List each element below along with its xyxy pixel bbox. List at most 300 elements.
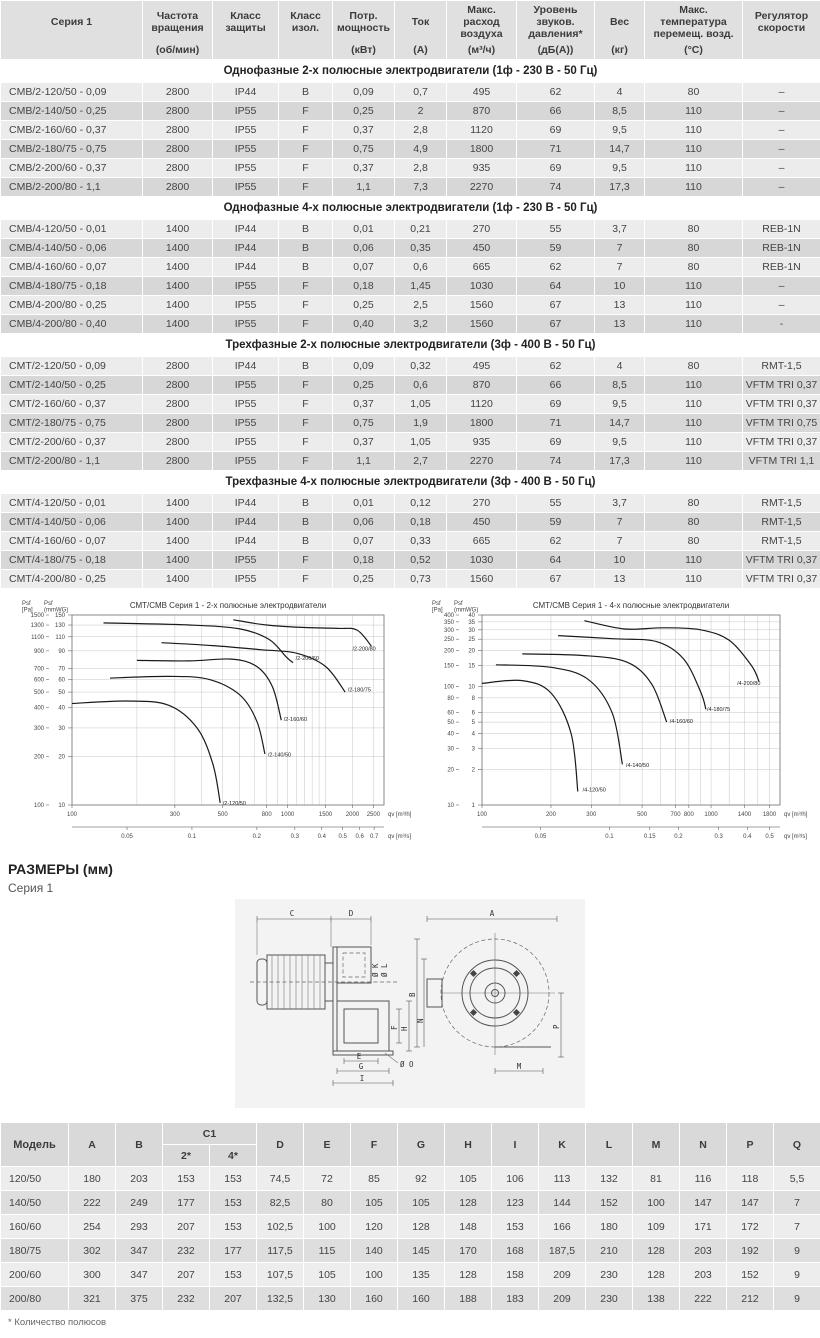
y-tick-pa: 10 — [447, 803, 454, 809]
x-tick-m3h: 800 — [684, 812, 695, 818]
y-tick-mmwg: 3 — [472, 746, 476, 752]
value-cell: 10 — [595, 551, 645, 570]
spec-header-cell — [333, 1, 395, 60]
spec-row — [1, 357, 820, 376]
value-cell: 147 — [680, 1191, 727, 1215]
value-cell: 232 — [163, 1239, 210, 1263]
spec-row — [1, 239, 820, 258]
y-tick-mmwg: 4 — [472, 732, 476, 738]
x-tick-m3s: 0.4 — [318, 834, 327, 840]
value-cell: F — [279, 315, 333, 334]
dim-header-cell: K — [539, 1123, 586, 1167]
dim-header-cell: N — [680, 1123, 727, 1167]
value-cell: 1030 — [447, 277, 517, 296]
value-cell: 935 — [447, 159, 517, 178]
value-cell: 2800 — [143, 414, 213, 433]
value-cell: B — [279, 532, 333, 551]
value-cell: IP44 — [213, 357, 279, 376]
value-cell: 0,35 — [395, 239, 447, 258]
value-cell: 1,1 — [333, 178, 395, 197]
value-cell: 0,09 — [333, 357, 395, 376]
value-cell: 2 — [395, 102, 447, 121]
value-cell: 4 — [595, 83, 645, 102]
y-tick-mmwg: 110 — [55, 635, 65, 641]
y-tick-pa: 20 — [447, 767, 454, 773]
value-cell: 132 — [586, 1167, 633, 1191]
value-cell: 59 — [517, 239, 595, 258]
dim-label-OK: Ø K — [371, 963, 380, 977]
value-cell: IP55 — [213, 376, 279, 395]
dimensions-heading: РАЗМЕРЫ (мм) — [8, 861, 820, 877]
spec-row — [1, 494, 820, 513]
value-cell: VFTM TRI 1,1 — [743, 452, 820, 471]
value-cell: IP44 — [213, 532, 279, 551]
model-cell: 160/60 — [1, 1215, 69, 1239]
value-cell: F — [279, 140, 333, 159]
value-cell: F — [279, 121, 333, 140]
value-cell: RMT-1,5 — [743, 513, 820, 532]
y-axis-unit: (mmWG) — [44, 608, 68, 614]
value-cell: 0,07 — [333, 258, 395, 277]
value-cell: 14,7 — [595, 414, 645, 433]
dim-label-E: E — [357, 1052, 362, 1061]
x-tick-m3h: 500 — [218, 812, 229, 818]
value-cell: 1400 — [143, 315, 213, 334]
spec-header-cell — [395, 1, 447, 60]
dim-label-P: P — [552, 1024, 561, 1029]
value-cell: 158 — [492, 1263, 539, 1287]
y-tick-pa: 30 — [447, 746, 454, 752]
y-tick-mmwg: 60 — [58, 677, 65, 683]
model-cell: CMT/2-160/60 - 0,37 — [1, 395, 143, 414]
value-cell: 495 — [447, 357, 517, 376]
value-cell: REB-1N — [743, 258, 820, 277]
model-cell: CMB/2-200/60 - 0,37 — [1, 159, 143, 178]
value-cell: VFTM TRI 0,37 — [743, 433, 820, 452]
value-cell: VFTM TRI 0,75 — [743, 414, 820, 433]
x-tick-m3h: 2000 — [346, 812, 360, 818]
value-cell: 138 — [633, 1287, 680, 1311]
x-tick-m3s: 0.3 — [291, 834, 300, 840]
value-cell: IP55 — [213, 277, 279, 296]
value-cell: 81 — [633, 1167, 680, 1191]
y-tick-mmwg: 30 — [58, 726, 65, 732]
x-tick-m3h: 500 — [637, 812, 648, 818]
value-cell: F — [279, 551, 333, 570]
model-cell: 120/50 — [1, 1167, 69, 1191]
value-cell: IP55 — [213, 121, 279, 140]
fan-curves-chart-4pole — [428, 599, 816, 845]
value-cell: 110 — [645, 140, 743, 159]
value-cell: 67 — [517, 570, 595, 589]
dim-row — [1, 1287, 820, 1311]
value-cell: 71 — [517, 414, 595, 433]
x-axis-unit-m3h: qv [m³/h] — [784, 812, 808, 818]
value-cell: 13 — [595, 296, 645, 315]
y-tick-pa: 350 — [444, 620, 455, 626]
value-cell: 110 — [645, 452, 743, 471]
value-cell: 62 — [517, 532, 595, 551]
value-cell: IP55 — [213, 178, 279, 197]
value-cell: 0,01 — [333, 220, 395, 239]
value-cell: 249 — [116, 1191, 163, 1215]
value-cell: 107,5 — [257, 1263, 304, 1287]
dim-header-cell: D — [257, 1123, 304, 1167]
value-cell: 72 — [304, 1167, 351, 1191]
model-cell: CMT/2-140/50 - 0,25 — [1, 376, 143, 395]
value-cell: 7 — [774, 1191, 820, 1215]
value-cell: 62 — [517, 83, 595, 102]
dim-label-G: G — [359, 1062, 364, 1071]
value-cell: 1400 — [143, 513, 213, 532]
value-cell: 9,5 — [595, 395, 645, 414]
value-cell: – — [743, 83, 820, 102]
value-cell: 160 — [398, 1287, 445, 1311]
value-cell: 207 — [210, 1287, 257, 1311]
header-unit — [215, 43, 276, 59]
value-cell: 69 — [517, 121, 595, 140]
value-cell: 120 — [351, 1215, 398, 1239]
value-cell: 152 — [727, 1263, 774, 1287]
y-tick-pa: 100 — [444, 684, 455, 690]
x-tick-m3h: 700 — [671, 812, 682, 818]
value-cell: 302 — [69, 1239, 116, 1263]
value-cell: 9 — [774, 1263, 820, 1287]
x-tick-m3h: 1000 — [281, 812, 295, 818]
model-cell: CMT/2-180/75 - 0,75 — [1, 414, 143, 433]
value-cell: 13 — [595, 570, 645, 589]
value-cell: REB-1N — [743, 239, 820, 258]
value-cell: IP55 — [213, 414, 279, 433]
model-cell: CMT/2-200/60 - 0,37 — [1, 433, 143, 452]
value-cell: 1400 — [143, 258, 213, 277]
spec-header-cell — [213, 1, 279, 60]
spec-row — [1, 159, 820, 178]
dim-header-row-1 — [1, 1123, 820, 1145]
y-axis-unit: Psf — [22, 601, 31, 607]
y-tick-mmwg: 35 — [468, 620, 475, 626]
header-unit: (м³/ч) — [449, 43, 514, 59]
value-cell: 935 — [447, 433, 517, 452]
value-cell: RMT-1,5 — [743, 532, 820, 551]
x-tick-m3h: 1000 — [704, 812, 718, 818]
value-cell: 128 — [445, 1263, 492, 1287]
x-tick-m3h: 300 — [170, 812, 181, 818]
mounting-plate — [333, 947, 337, 1051]
value-cell: 80 — [645, 83, 743, 102]
value-cell: 0,52 — [395, 551, 447, 570]
value-cell: 7 — [774, 1215, 820, 1239]
y-tick-pa: 200 — [34, 754, 45, 760]
value-cell: 0,09 — [333, 83, 395, 102]
value-cell: 17,3 — [595, 452, 645, 471]
y-tick-mmwg: 6 — [472, 711, 476, 717]
value-cell: 375 — [116, 1287, 163, 1311]
header-unit — [745, 43, 818, 59]
dim-label-F: F — [390, 1025, 399, 1030]
spec-table — [0, 0, 820, 589]
value-cell: 0,40 — [333, 315, 395, 334]
value-cell: 1,1 — [333, 452, 395, 471]
model-cell: CMT/4-200/80 - 0,25 — [1, 570, 143, 589]
value-cell: 2270 — [447, 178, 517, 197]
value-cell: IP55 — [213, 395, 279, 414]
spec-row — [1, 258, 820, 277]
y-axis-unit: Psf — [454, 601, 463, 607]
x-tick-m3h: 100 — [67, 812, 78, 818]
section-title-row — [1, 60, 820, 83]
value-cell: 209 — [539, 1287, 586, 1311]
header-unit: (об/мин) — [145, 43, 210, 59]
value-cell: F — [279, 395, 333, 414]
value-cell: 1120 — [447, 395, 517, 414]
y-tick-pa: 50 — [447, 720, 454, 726]
value-cell: 212 — [727, 1287, 774, 1311]
value-cell: 2800 — [143, 395, 213, 414]
model-cell: CMT/4-160/60 - 0,07 — [1, 532, 143, 551]
value-cell: – — [743, 178, 820, 197]
value-cell: B — [279, 494, 333, 513]
model-cell: 140/50 — [1, 1191, 69, 1215]
dim-row — [1, 1215, 820, 1239]
curve-label: /2-200/80 — [352, 646, 375, 652]
value-cell: 172 — [727, 1215, 774, 1239]
curve-label: /4-180/75 — [707, 707, 730, 713]
spec-header-cell — [645, 1, 743, 60]
y-tick-mmwg: 50 — [58, 690, 65, 696]
value-cell: 17,3 — [595, 178, 645, 197]
dim-header-cell: L — [586, 1123, 633, 1167]
value-cell: 160 — [351, 1287, 398, 1311]
value-cell: 9,5 — [595, 121, 645, 140]
value-cell: 64 — [517, 277, 595, 296]
value-cell: 1400 — [143, 494, 213, 513]
charts-row — [0, 589, 820, 845]
spec-row — [1, 570, 820, 589]
dim-row — [1, 1167, 820, 1191]
spec-row — [1, 376, 820, 395]
value-cell: 110 — [645, 159, 743, 178]
value-cell: IP44 — [213, 513, 279, 532]
value-cell: 3,2 — [395, 315, 447, 334]
dim-row — [1, 1263, 820, 1287]
curve-label: /2-160/60 — [284, 717, 307, 723]
value-cell: 130 — [304, 1287, 351, 1311]
value-cell: 1,9 — [395, 414, 447, 433]
value-cell: B — [279, 258, 333, 277]
spec-header-cell — [743, 1, 820, 60]
value-cell: 665 — [447, 258, 517, 277]
chart-title: СМТ/СМВ Серия 1 - 2-х полюсные электродвигатели — [130, 601, 326, 610]
value-cell: 1400 — [143, 570, 213, 589]
y-tick-mmwg: 25 — [468, 637, 475, 643]
model-cell: CMB/4-140/50 - 0,06 — [1, 239, 143, 258]
value-cell: IP55 — [213, 570, 279, 589]
value-cell: 270 — [447, 494, 517, 513]
value-cell: 203 — [116, 1167, 163, 1191]
x-tick-m3s: 0.4 — [743, 834, 752, 840]
curve-label: /4-120/50 — [583, 787, 606, 793]
value-cell: 1400 — [143, 277, 213, 296]
header-unit — [3, 43, 140, 59]
value-cell: 110 — [645, 315, 743, 334]
value-cell: 100 — [633, 1191, 680, 1215]
value-cell: 1,45 — [395, 277, 447, 296]
dim-label-B: B — [408, 992, 417, 997]
value-cell: 0,01 — [333, 494, 395, 513]
value-cell: 2,5 — [395, 296, 447, 315]
model-cell: CMB/4-200/80 - 0,25 — [1, 296, 143, 315]
header-title: Макс. расход воздуха — [449, 1, 514, 43]
value-cell: 1800 — [447, 140, 517, 159]
value-cell: RMT-1,5 — [743, 494, 820, 513]
value-cell: 1400 — [143, 551, 213, 570]
value-cell: 113 — [539, 1167, 586, 1191]
value-cell: 110 — [645, 277, 743, 296]
x-tick-m3s: 0.05 — [121, 834, 133, 840]
value-cell: IP55 — [213, 551, 279, 570]
dim-header-cell: H — [445, 1123, 492, 1167]
value-cell: 67 — [517, 296, 595, 315]
value-cell: 9 — [774, 1239, 820, 1263]
fan-curves-chart-2pole — [18, 599, 420, 845]
value-cell: IP44 — [213, 239, 279, 258]
y-tick-mmwg: 1 — [472, 803, 476, 809]
spec-row — [1, 83, 820, 102]
value-cell: F — [279, 159, 333, 178]
value-cell: 0,75 — [333, 140, 395, 159]
spec-header-cell — [595, 1, 645, 60]
value-cell: 230 — [586, 1287, 633, 1311]
value-cell: 168 — [492, 1239, 539, 1263]
x-tick-m3h: 1800 — [763, 812, 777, 818]
value-cell: 180 — [586, 1215, 633, 1239]
value-cell: 153 — [492, 1215, 539, 1239]
x-tick-m3s: 0.5 — [338, 834, 347, 840]
x-tick-m3s: 0.2 — [253, 834, 262, 840]
header-unit: (кВт) — [335, 43, 392, 59]
spec-row — [1, 277, 820, 296]
dim-header-cell: P — [727, 1123, 774, 1167]
value-cell: 166 — [539, 1215, 586, 1239]
model-cell: 180/75 — [1, 1239, 69, 1263]
chart-title: СМТ/СМВ Серия 1 - 4-х полюсные электродвигатели — [533, 601, 729, 610]
value-cell: 144 — [539, 1191, 586, 1215]
value-cell: 1030 — [447, 551, 517, 570]
value-cell: 2,8 — [395, 121, 447, 140]
value-cell: IP44 — [213, 83, 279, 102]
spec-row — [1, 315, 820, 334]
value-cell: IP44 — [213, 220, 279, 239]
x-tick-m3h: 2500 — [367, 812, 381, 818]
technical-drawing — [245, 905, 575, 1097]
value-cell: 0,7 — [395, 83, 447, 102]
value-cell: 0,6 — [395, 258, 447, 277]
value-cell: 69 — [517, 159, 595, 178]
dimensions-table-body — [1, 1167, 820, 1311]
y-tick-pa: 1300 — [31, 623, 45, 629]
y-tick-pa: 150 — [444, 664, 455, 670]
value-cell: 2270 — [447, 452, 517, 471]
value-cell: 62 — [517, 357, 595, 376]
fan-curve — [558, 636, 706, 710]
value-cell: 0,06 — [333, 513, 395, 532]
value-cell: IP55 — [213, 433, 279, 452]
value-cell: 232 — [163, 1287, 210, 1311]
value-cell: 8,5 — [595, 102, 645, 121]
y-tick-pa: 1500 — [31, 613, 45, 619]
spec-row — [1, 452, 820, 471]
y-tick-mmwg: 10 — [468, 684, 475, 690]
x-tick-m3s: 0.1 — [188, 834, 197, 840]
value-cell: 117,5 — [257, 1239, 304, 1263]
header-title: Регулятор скорости — [745, 1, 818, 43]
model-cell: CMB/4-120/50 - 0,01 — [1, 220, 143, 239]
value-cell: F — [279, 296, 333, 315]
spec-row — [1, 414, 820, 433]
model-cell: CMB/4-180/75 - 0,18 — [1, 277, 143, 296]
value-cell: IP55 — [213, 452, 279, 471]
value-cell: 222 — [680, 1287, 727, 1311]
value-cell: 7 — [595, 258, 645, 277]
spec-row — [1, 140, 820, 159]
value-cell: 0,18 — [333, 277, 395, 296]
inlet-duct — [337, 947, 371, 983]
model-cell: CMT/4-140/50 - 0,06 — [1, 513, 143, 532]
header-title: Макс. температура перемещ. возд. — [647, 1, 740, 43]
y-tick-mmwg: 30 — [468, 628, 475, 634]
model-cell: CMB/2-160/60 - 0,37 — [1, 121, 143, 140]
dim-label-OL: Ø L — [380, 963, 389, 977]
section-title-row — [1, 334, 820, 357]
value-cell: 0,06 — [333, 239, 395, 258]
y-tick-mmwg: 8 — [472, 696, 476, 702]
value-cell: REB-1N — [743, 220, 820, 239]
x-tick-m3s: 0.3 — [715, 834, 724, 840]
value-cell: F — [279, 376, 333, 395]
value-cell: 152 — [586, 1191, 633, 1215]
value-cell: 10 — [595, 277, 645, 296]
model-cell: CMB/2-120/50 - 0,09 — [1, 83, 143, 102]
header-unit: (дБ(А)) — [519, 43, 592, 59]
value-cell: 0,37 — [333, 121, 395, 140]
value-cell: B — [279, 83, 333, 102]
value-cell: 1400 — [143, 239, 213, 258]
value-cell: 118 — [727, 1167, 774, 1191]
x-tick-m3h: 1400 — [738, 812, 752, 818]
dim-label-H: H — [400, 1026, 409, 1031]
dim-label-A: A — [490, 909, 495, 918]
model-cell: 200/60 — [1, 1263, 69, 1287]
value-cell: 9 — [774, 1287, 820, 1311]
value-cell: 135 — [398, 1263, 445, 1287]
y-tick-pa: 1100 — [31, 635, 45, 641]
value-cell: 0,18 — [395, 513, 447, 532]
x-axis-unit-m3s: qv [m³/s] — [388, 834, 411, 840]
y-tick-pa: 500 — [34, 690, 45, 696]
value-cell: 115 — [304, 1239, 351, 1263]
value-cell: 7 — [595, 513, 645, 532]
x-tick-m3h: 200 — [546, 812, 557, 818]
y-tick-mmwg: 5 — [472, 720, 476, 726]
x-axis-unit-m3h: qv [m³/h] — [388, 812, 412, 818]
x-tick-m3h: 1500 — [319, 812, 333, 818]
value-cell: 1560 — [447, 296, 517, 315]
dim-label-N: N — [416, 1018, 425, 1023]
value-cell: 82,5 — [257, 1191, 304, 1215]
value-cell: 145 — [398, 1239, 445, 1263]
value-cell: 1800 — [447, 414, 517, 433]
